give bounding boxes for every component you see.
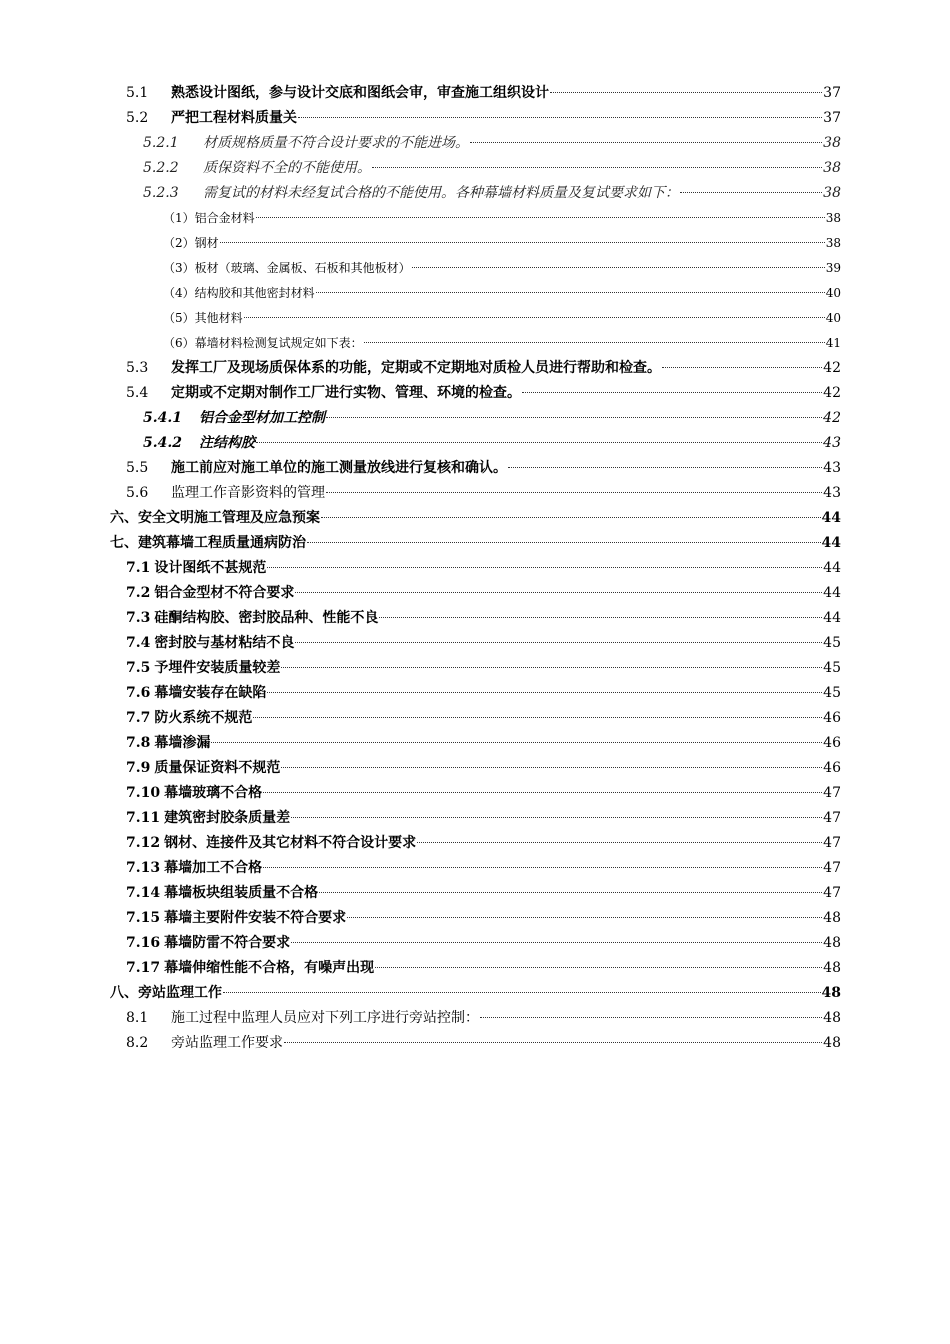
toc-entry-5-1[interactable] bbox=[126, 81, 841, 105]
toc-entry-chapter-8[interactable] bbox=[110, 981, 841, 1005]
toc-number: 5.4.2 bbox=[143, 435, 182, 451]
toc-page-number: 48 bbox=[823, 960, 841, 976]
toc-entry-7-6[interactable] bbox=[126, 681, 841, 705]
toc-page-number: 37 bbox=[823, 85, 841, 101]
toc-page-number: 44 bbox=[821, 510, 841, 526]
toc-page-number: 43 bbox=[823, 485, 841, 501]
toc-page-number: 47 bbox=[823, 885, 841, 901]
toc-page-number: 45 bbox=[823, 635, 841, 651]
toc-page-number: 38 bbox=[823, 160, 841, 176]
toc-page-number: 48 bbox=[823, 1035, 841, 1051]
toc-leader bbox=[508, 467, 822, 468]
toc-title: （6）幕墙材料检测复试规定如下表： bbox=[163, 336, 363, 350]
toc-number: 7.17 bbox=[126, 960, 161, 976]
toc-title: 建筑密封胶条质量差 bbox=[164, 810, 291, 826]
toc-number: 7.5 bbox=[126, 660, 151, 676]
toc-number: 5.6 bbox=[126, 485, 149, 501]
toc-leader bbox=[347, 917, 822, 918]
toc-entry-sub-3[interactable] bbox=[163, 256, 841, 280]
toc-page-number: 48 bbox=[823, 910, 841, 926]
toc-number: 7.6 bbox=[126, 685, 151, 701]
toc-title: 幕墙防雷不符合要求 bbox=[164, 935, 291, 951]
toc-entry-7-8[interactable] bbox=[126, 731, 841, 755]
toc-title: 硅酮结构胶、密封胶品种、性能不良 bbox=[154, 610, 379, 626]
toc-entry-5-2[interactable] bbox=[126, 106, 841, 130]
toc-title: 施工前应对施工单位的施工测量放线进行复核和确认。 bbox=[171, 460, 507, 476]
toc-leader bbox=[263, 867, 822, 868]
toc-page-number: 38 bbox=[825, 236, 841, 250]
toc-number: 8.1 bbox=[126, 1010, 149, 1026]
toc-title: 予埋件安装质量较差 bbox=[154, 660, 281, 676]
toc-leader bbox=[256, 217, 825, 218]
toc-number: 7.12 bbox=[126, 835, 161, 851]
toc-title: 幕墙主要附件安装不符合要求 bbox=[164, 910, 347, 926]
toc-leader bbox=[295, 592, 822, 593]
toc-number: 7.14 bbox=[126, 885, 161, 901]
toc-entry-7-15[interactable] bbox=[126, 906, 841, 930]
toc-title: 防火系统不规范 bbox=[154, 710, 253, 726]
toc-leader bbox=[220, 242, 825, 243]
toc-title: 质量保证资料不规范 bbox=[154, 760, 281, 776]
toc-entry-5-4-1[interactable] bbox=[143, 406, 841, 430]
toc-number: 5.2.2 bbox=[143, 160, 179, 176]
toc-entry-5-2-2[interactable] bbox=[143, 156, 841, 180]
toc-number: 7.4 bbox=[126, 635, 151, 651]
toc-page-number: 47 bbox=[823, 835, 841, 851]
toc-page-number: 48 bbox=[823, 935, 841, 951]
toc-number: 5.1 bbox=[126, 85, 149, 101]
toc-page-number: 46 bbox=[823, 760, 841, 776]
toc-entry-5-3[interactable] bbox=[126, 356, 841, 380]
toc-leader bbox=[375, 967, 822, 968]
toc-page-number: 47 bbox=[823, 860, 841, 876]
toc-leader bbox=[417, 842, 822, 843]
toc-title: 设计图纸不甚规范 bbox=[154, 560, 267, 576]
toc-number: 5.4.1 bbox=[143, 410, 182, 426]
toc-leader bbox=[680, 192, 822, 193]
toc-entry-chapter-7[interactable] bbox=[110, 531, 841, 555]
toc-leader bbox=[223, 992, 821, 993]
toc-leader bbox=[211, 742, 822, 743]
toc-title: 注结构胶 bbox=[199, 435, 255, 451]
toc-title: 材质规格质量不符合设计要求的不能进场。 bbox=[203, 135, 469, 151]
toc-leader bbox=[291, 817, 822, 818]
toc-entry-7-13[interactable] bbox=[126, 856, 841, 880]
toc-page-number: 44 bbox=[823, 585, 841, 601]
toc-number: 8.2 bbox=[126, 1035, 149, 1051]
toc-page-number: 43 bbox=[823, 435, 841, 451]
toc-title: （1）铝合金材料 bbox=[163, 211, 255, 225]
toc-number: 5.5 bbox=[126, 460, 149, 476]
toc-page-number: 44 bbox=[823, 560, 841, 576]
toc-page-number: 38 bbox=[823, 185, 841, 201]
toc-page-number: 42 bbox=[823, 385, 841, 401]
toc-title: 幕墙板块组装质量不合格 bbox=[164, 885, 319, 901]
toc-title: 密封胶与基材粘结不良 bbox=[154, 635, 295, 651]
toc-page-number: 47 bbox=[823, 785, 841, 801]
toc-title: 幕墙安装存在缺陷 bbox=[154, 685, 267, 701]
toc-page-number: 40 bbox=[825, 311, 841, 325]
toc-leader bbox=[319, 892, 822, 893]
toc-number: 7.13 bbox=[126, 860, 161, 876]
toc-leader bbox=[316, 292, 825, 293]
toc-leader bbox=[412, 267, 825, 268]
toc-leader bbox=[364, 342, 825, 343]
toc-leader bbox=[470, 142, 822, 143]
toc-leader bbox=[263, 792, 822, 793]
toc-leader bbox=[281, 667, 822, 668]
toc-page-number: 48 bbox=[821, 985, 841, 1001]
toc-number: 7.3 bbox=[126, 610, 151, 626]
toc-title: （2）钢材 bbox=[163, 236, 219, 250]
toc-entry-7-7[interactable] bbox=[126, 706, 841, 730]
toc-leader bbox=[244, 317, 825, 318]
toc-entry-7-9[interactable] bbox=[126, 756, 841, 780]
toc-leader bbox=[307, 542, 821, 543]
toc-title: 七、建筑幕墙工程质量通病防治 bbox=[110, 535, 306, 551]
toc-leader bbox=[326, 417, 822, 418]
toc-leader bbox=[480, 1017, 822, 1018]
toc-leader bbox=[379, 617, 822, 618]
toc-entry-7-10[interactable] bbox=[126, 781, 841, 805]
toc-number: 7.7 bbox=[126, 710, 151, 726]
toc-leader bbox=[522, 392, 822, 393]
toc-number: 7.11 bbox=[126, 810, 161, 826]
toc-leader bbox=[253, 717, 822, 718]
toc-number: 5.2 bbox=[126, 110, 149, 126]
toc-page-number: 40 bbox=[825, 286, 841, 300]
toc-title: 监理工作音影资料的管理 bbox=[171, 485, 325, 501]
toc-title: 熟悉设计图纸，参与设计交底和图纸会审，审查施工组织设计 bbox=[171, 85, 549, 101]
toc-entry-8-1[interactable] bbox=[126, 1006, 841, 1030]
toc-leader bbox=[281, 767, 822, 768]
toc-leader bbox=[295, 642, 822, 643]
toc-entry-7-12[interactable] bbox=[126, 831, 841, 855]
toc-title: 铝合金型材加工控制 bbox=[199, 410, 325, 426]
toc-entry-7-1[interactable] bbox=[126, 556, 841, 580]
toc-title: 幕墙伸缩性能不合格，有噪声出现 bbox=[164, 960, 375, 976]
toc-entry-7-16[interactable] bbox=[126, 931, 841, 955]
toc-entry-7-2[interactable] bbox=[126, 581, 841, 605]
toc-page-number: 46 bbox=[823, 710, 841, 726]
toc-number: 5.2.1 bbox=[143, 135, 179, 151]
toc-page-number: 47 bbox=[823, 810, 841, 826]
toc-page-number: 45 bbox=[823, 685, 841, 701]
toc-entry-sub-2[interactable] bbox=[163, 231, 841, 255]
toc-entry-5-4-2[interactable] bbox=[143, 431, 841, 455]
toc-entry-7-3[interactable] bbox=[126, 606, 841, 630]
toc-entry-8-2[interactable] bbox=[126, 1031, 841, 1055]
toc-title: 发挥工厂及现场质保体系的功能，定期或不定期地对质检人员进行帮助和检查。 bbox=[171, 360, 661, 376]
toc-title: 八、旁站监理工作 bbox=[110, 985, 222, 1001]
toc-leader bbox=[298, 117, 822, 118]
toc-number: 7.9 bbox=[126, 760, 151, 776]
toc-entry-7-14[interactable] bbox=[126, 881, 841, 905]
toc-number: 7.10 bbox=[126, 785, 161, 801]
toc-page-number: 42 bbox=[823, 410, 841, 426]
toc-entry-sub-5[interactable] bbox=[163, 306, 841, 330]
toc-page-number: 38 bbox=[825, 211, 841, 225]
toc-page-number: 39 bbox=[825, 261, 841, 275]
toc-title: 六、安全文明施工管理及应急预案 bbox=[110, 510, 320, 526]
toc-title: 需复试的材料未经复试合格的不能使用。各种幕墙材料质量及复试要求如下： bbox=[203, 185, 679, 201]
toc-entry-5-4[interactable] bbox=[126, 381, 841, 405]
toc-number: 7.2 bbox=[126, 585, 151, 601]
toc-entry-sub-1[interactable] bbox=[163, 206, 841, 230]
toc-number: 5.2.3 bbox=[143, 185, 179, 201]
toc-title: （3）板材（玻璃、金属板、石板和其他板材） bbox=[163, 261, 411, 275]
toc-number: 5.4 bbox=[126, 385, 149, 401]
toc-page-number: 43 bbox=[823, 460, 841, 476]
toc-page-number: 45 bbox=[823, 660, 841, 676]
toc-page-number: 44 bbox=[821, 535, 841, 551]
toc-entry-7-5[interactable] bbox=[126, 656, 841, 680]
toc-leader bbox=[256, 442, 822, 443]
toc-title: 幕墙加工不合格 bbox=[164, 860, 263, 876]
toc-entry-7-4[interactable] bbox=[126, 631, 841, 655]
toc-entry-5-2-3[interactable] bbox=[143, 181, 841, 205]
toc-title: 旁站监理工作要求 bbox=[171, 1035, 283, 1051]
toc-title: 施工过程中监理人员应对下列工序进行旁站控制： bbox=[171, 1010, 479, 1026]
toc-page-number: 37 bbox=[823, 110, 841, 126]
toc-title: （4）结构胶和其他密封材料 bbox=[163, 286, 315, 300]
toc-entry-chapter-6[interactable] bbox=[110, 506, 841, 530]
toc-leader bbox=[372, 167, 822, 168]
toc-number: 7.15 bbox=[126, 910, 161, 926]
toc-title: 严把工程材料质量关 bbox=[171, 110, 297, 126]
toc-page-number: 44 bbox=[823, 610, 841, 626]
toc-entry-5-5[interactable] bbox=[126, 456, 841, 480]
toc-title: 定期或不定期对制作工厂进行实物、管理、环境的检查。 bbox=[171, 385, 521, 401]
toc-title: 幕墙玻璃不合格 bbox=[164, 785, 263, 801]
toc-leader bbox=[291, 942, 822, 943]
toc-page-number: 38 bbox=[823, 135, 841, 151]
toc-entry-5-2-1[interactable] bbox=[143, 131, 841, 155]
toc-leader bbox=[284, 1042, 822, 1043]
toc-title: （5）其他材料 bbox=[163, 311, 243, 325]
toc-entry-5-6[interactable] bbox=[126, 481, 841, 505]
toc-leader bbox=[267, 692, 822, 693]
toc-page-number: 41 bbox=[825, 336, 841, 350]
toc-entry-7-11[interactable] bbox=[126, 806, 841, 830]
toc-title: 钢材、连接件及其它材料不符合设计要求 bbox=[164, 835, 417, 851]
toc-page-number: 48 bbox=[823, 1010, 841, 1026]
toc-entry-7-17[interactable] bbox=[126, 956, 841, 980]
toc-page-number: 42 bbox=[823, 360, 841, 376]
toc-entry-sub-4[interactable] bbox=[163, 281, 841, 305]
toc-number: 5.3 bbox=[126, 360, 149, 376]
toc-number: 7.16 bbox=[126, 935, 161, 951]
toc-number: 7.1 bbox=[126, 560, 151, 576]
toc-leader bbox=[550, 92, 822, 93]
toc-title: 铝合金型材不符合要求 bbox=[154, 585, 295, 601]
toc-page-number: 46 bbox=[823, 735, 841, 751]
toc-number: 7.8 bbox=[126, 735, 151, 751]
toc-leader bbox=[662, 367, 822, 368]
toc-title: 质保资料不全的不能使用。 bbox=[203, 160, 371, 176]
toc-entry-sub-6[interactable] bbox=[163, 331, 841, 355]
toc-leader bbox=[321, 517, 821, 518]
toc-leader bbox=[326, 492, 822, 493]
toc-title: 幕墙渗漏 bbox=[154, 735, 211, 751]
toc-leader bbox=[267, 567, 822, 568]
